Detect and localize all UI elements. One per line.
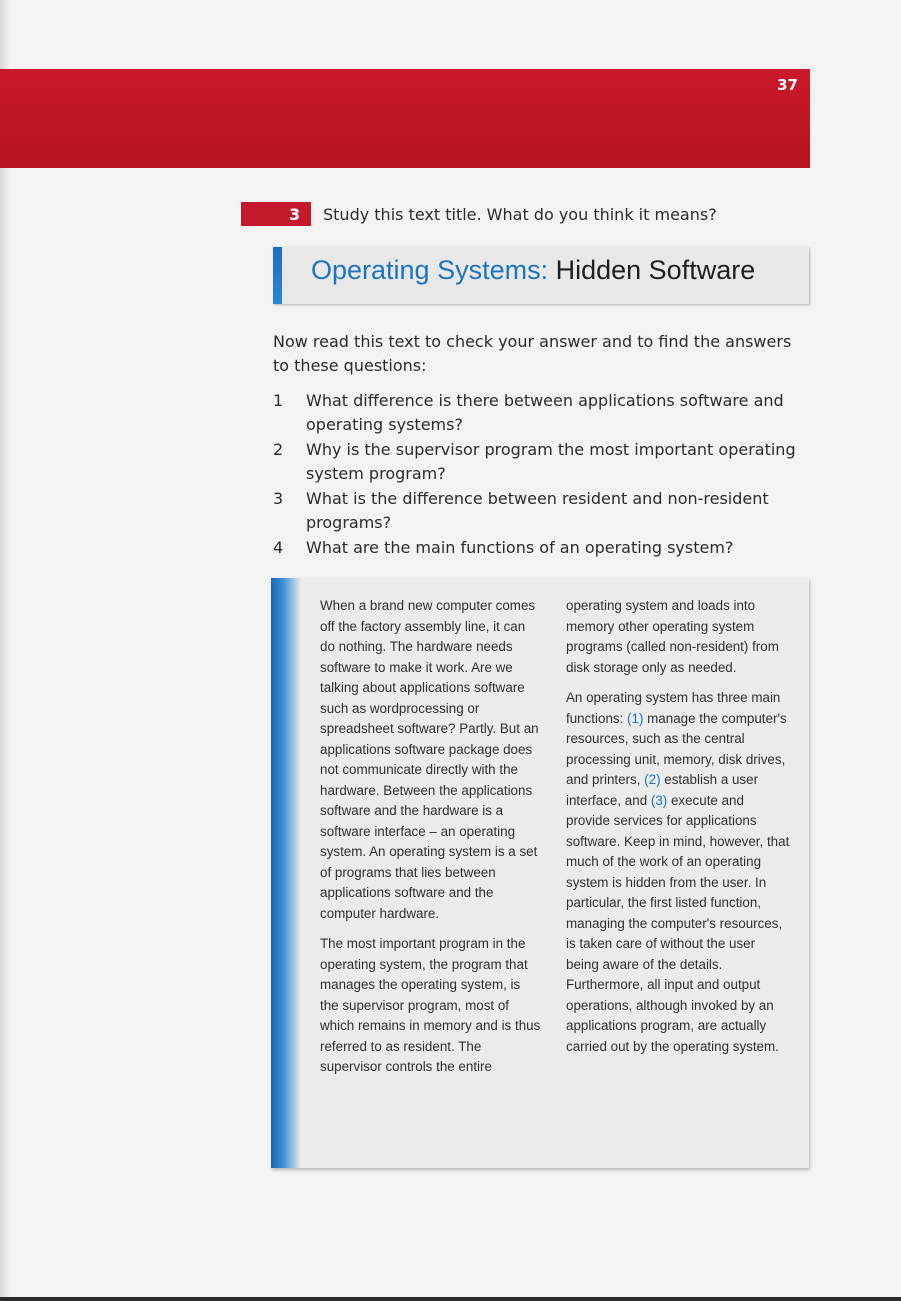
reading-accent-stripe: [271, 578, 301, 1168]
function-number-1: (1): [627, 710, 644, 726]
function-number-2: (2): [644, 772, 661, 787]
paragraph-segment: establish a user interface, and: [566, 772, 759, 808]
question-number: 3: [273, 489, 284, 508]
page-spine-shadow: [0, 0, 10, 1301]
task-instruction-row: [241, 202, 717, 226]
paragraph-segment: execute and provide services for applications software. Keep in mind, however, that much of the work of an operating system is hidden from the user. In particular, the first listed function, managing the computer's resources, is taken care of without the user being aware of the details. Furthermore, all input and output operations, although invoked by an applications program, are actually carried out by the operating system.: [566, 792, 790, 1054]
question-text: Why is the supervisor program the most important operating system program?: [306, 440, 796, 483]
text-title-part2: Hidden Software: [555, 255, 756, 285]
task-instruction: Study this text title. What do you think it means?: [323, 204, 717, 224]
question-number: 2: [273, 440, 284, 459]
question-item: [273, 438, 803, 486]
header-banner: [0, 69, 810, 168]
question-list: [273, 389, 803, 561]
task-number-badge: [241, 202, 311, 226]
question-text: What are the main functions of an operating system?: [306, 538, 734, 557]
question-number: 4: [273, 538, 284, 557]
function-number-3: (3): [650, 792, 668, 808]
task-number: 3: [289, 204, 301, 224]
paragraph-segment: manage the computer's resources, such as the central processing unit, memory, disk drives, and printers,: [566, 710, 787, 787]
question-text: What difference is there between applications software and operating systems?: [306, 391, 784, 434]
paragraph-segment: An operating system has three main functions:: [566, 690, 781, 726]
text-title: [311, 255, 755, 286]
reading-paragraph: operating system and loads into memory other operating system programs (called non-resident) from disk storage only as needed.: [566, 598, 779, 675]
page-bottom-edge: [0, 1297, 901, 1301]
reading-text-box: [271, 578, 809, 1168]
page-number: 37: [777, 76, 798, 94]
reading-column-left: [320, 596, 542, 1088]
question-item: [273, 536, 803, 560]
question-item: [273, 487, 803, 535]
text-title-box: [273, 247, 809, 304]
reading-paragraph: The most important program in the operating system, the program that manages the operating system, is the supervisor program, most of which remains in memory and is thus referred to as resident. The supervisor controls the entire: [320, 936, 541, 1074]
question-text: What is the difference between resident and non-resident programs?: [306, 489, 769, 532]
text-title-part1: Operating Systems:: [311, 255, 549, 285]
question-item: [273, 389, 803, 437]
question-number: 1: [273, 391, 284, 410]
intro-text: Now read this text to check your answer and to find the answers to these questions:: [273, 332, 792, 375]
reading-paragraph: When a brand new computer comes off the factory assembly line, it can do nothing. The hardware needs software to make it work. Are we talking about applications software such as wordprocessing or spreadsheet software? Partly. But an applications software package does not communicate directly with the hardware. Between the applications software and the hardware is a software interface – an operating system. An operating system is a set of programs that lies between applications software and the computer hardware.: [320, 598, 539, 921]
title-accent-stripe: [273, 247, 282, 304]
reading-column-right: [566, 596, 791, 1067]
reading-paragraph: [566, 688, 791, 1057]
